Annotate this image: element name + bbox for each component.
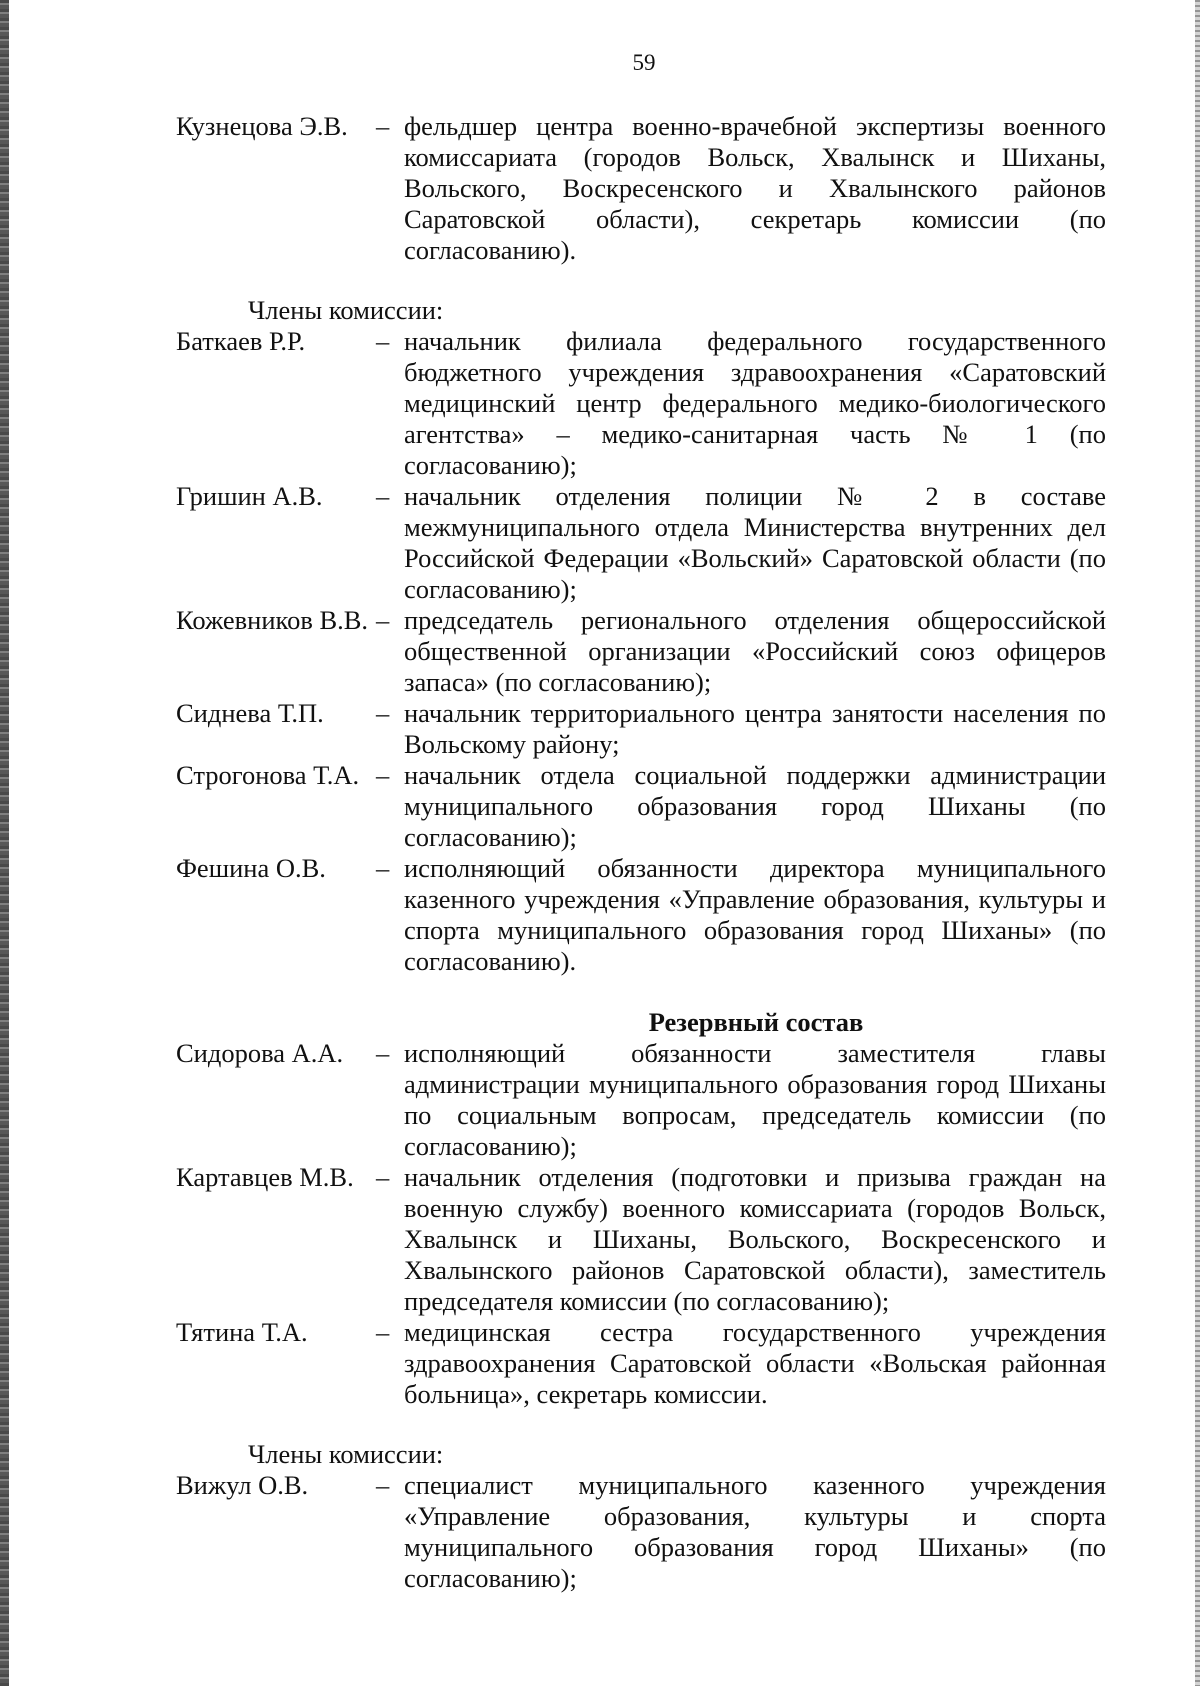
entry-dash: – [376,605,390,635]
page-number: 59 [632,50,656,75]
entry-name: Сиднева Т.П. [176,698,324,728]
entry-name: Вижул О.В. [176,1470,309,1500]
entry-description: начальник территориального центра занятости населения по Вольскому району; [404,698,1106,759]
entry-dash: – [376,1317,390,1347]
entry-name: Гришин А.В. [176,481,323,511]
reserve-entry [176,1162,1106,1317]
entry-dash: – [376,1038,390,1068]
entry-name: Строгонова Т.А. [176,760,360,790]
entry-dash: – [376,853,390,883]
entry-name: Сидорова А.А. [176,1038,344,1068]
document-body [176,111,1106,1594]
entry-description: фельдшер центра военно-врачебной экспертизы военного комиссариата (городов Вольск, Хвалынск и Шиханы, Вольского, Воскресенского и Хвалынского районов Саратовской области), секретарь комиссии (по согласованию). [404,111,1106,265]
entry-name: Фешина О.В. [176,853,326,883]
member-entry [176,853,1106,977]
entry-dash: – [376,698,390,728]
reserve-entry [176,1317,1106,1410]
entry-name: Кузнецова Э.В. [176,111,348,141]
entry-name: Баткаев Р.Р. [176,326,306,356]
member-entry [176,326,1106,481]
entry-description: начальник отделения (подготовки и призыва граждан на военную службу) военного комиссариата (городов Вольск, Хвалынск и Шиханы, Вольского, Воскресенского и Хвалынского районов Саратовской области), заместитель председателя комиссии (по согласованию); [404,1162,1106,1316]
members-label: Члены комиссии: [248,295,444,325]
reserve-entry [176,1038,1106,1162]
entry-description: медицинская сестра государственного учреждения здравоохранения Саратовской области «Вольская районная больница», секретарь комиссии. [404,1317,1106,1409]
reserve-member-entry [176,1470,1106,1594]
member-entry [176,760,1106,853]
entry-name: Тятина Т.А. [176,1317,308,1347]
entry-description: исполняющий обязанности заместителя главы администрации муниципального образования город Шиханы по социальным вопросам, председатель комиссии (по согласованию); [404,1038,1106,1161]
members-label: Члены комиссии: [248,1439,444,1469]
member-entry [176,481,1106,605]
secretary-entry [176,111,1106,266]
entry-dash: – [376,1470,390,1500]
entry-name: Картавцев М.В. [176,1162,354,1192]
scan-right-edge [1195,0,1200,1686]
entry-dash: – [376,760,390,790]
entry-dash: – [376,111,390,141]
scan-left-edge [0,0,9,1686]
entry-description: исполняющий обязанности директора муниципального казенного учреждения «Управление образования, культуры и спорта муниципального образования город Шиханы» (по согласованию). [404,853,1106,976]
entry-name: Кожевников В.В. [176,605,369,635]
entry-dash: – [376,326,390,356]
entry-description: председатель регионального отделения общероссийской общественной организации «Российский союз офицеров запаса» (по согласованию); [404,605,1106,697]
reserve-heading: Резервный состав [648,1007,864,1037]
member-entry [176,698,1106,760]
entry-description: начальник отделения полиции № 2 в составе межмуниципального отдела Министерства внутренних дел Российской Федерации «Вольский» Саратовской области (по согласованию); [404,481,1106,604]
entry-description: специалист муниципального казенного учреждения «Управление образования, культуры и спорта муниципального образования город Шиханы» (по согласованию); [404,1470,1106,1593]
entry-dash: – [376,1162,390,1192]
member-entry [176,605,1106,698]
entry-description: начальник отдела социальной поддержки администрации муниципального образования город Шиханы (по согласованию); [404,760,1106,852]
entry-dash: – [376,481,390,511]
entry-description: начальник филиала федерального государственного бюджетного учреждения здравоохранения «Саратовский медицинский центр федерального медико-биологического агентства» – медико-санитарная часть № 1 (по согласованию); [404,326,1106,480]
